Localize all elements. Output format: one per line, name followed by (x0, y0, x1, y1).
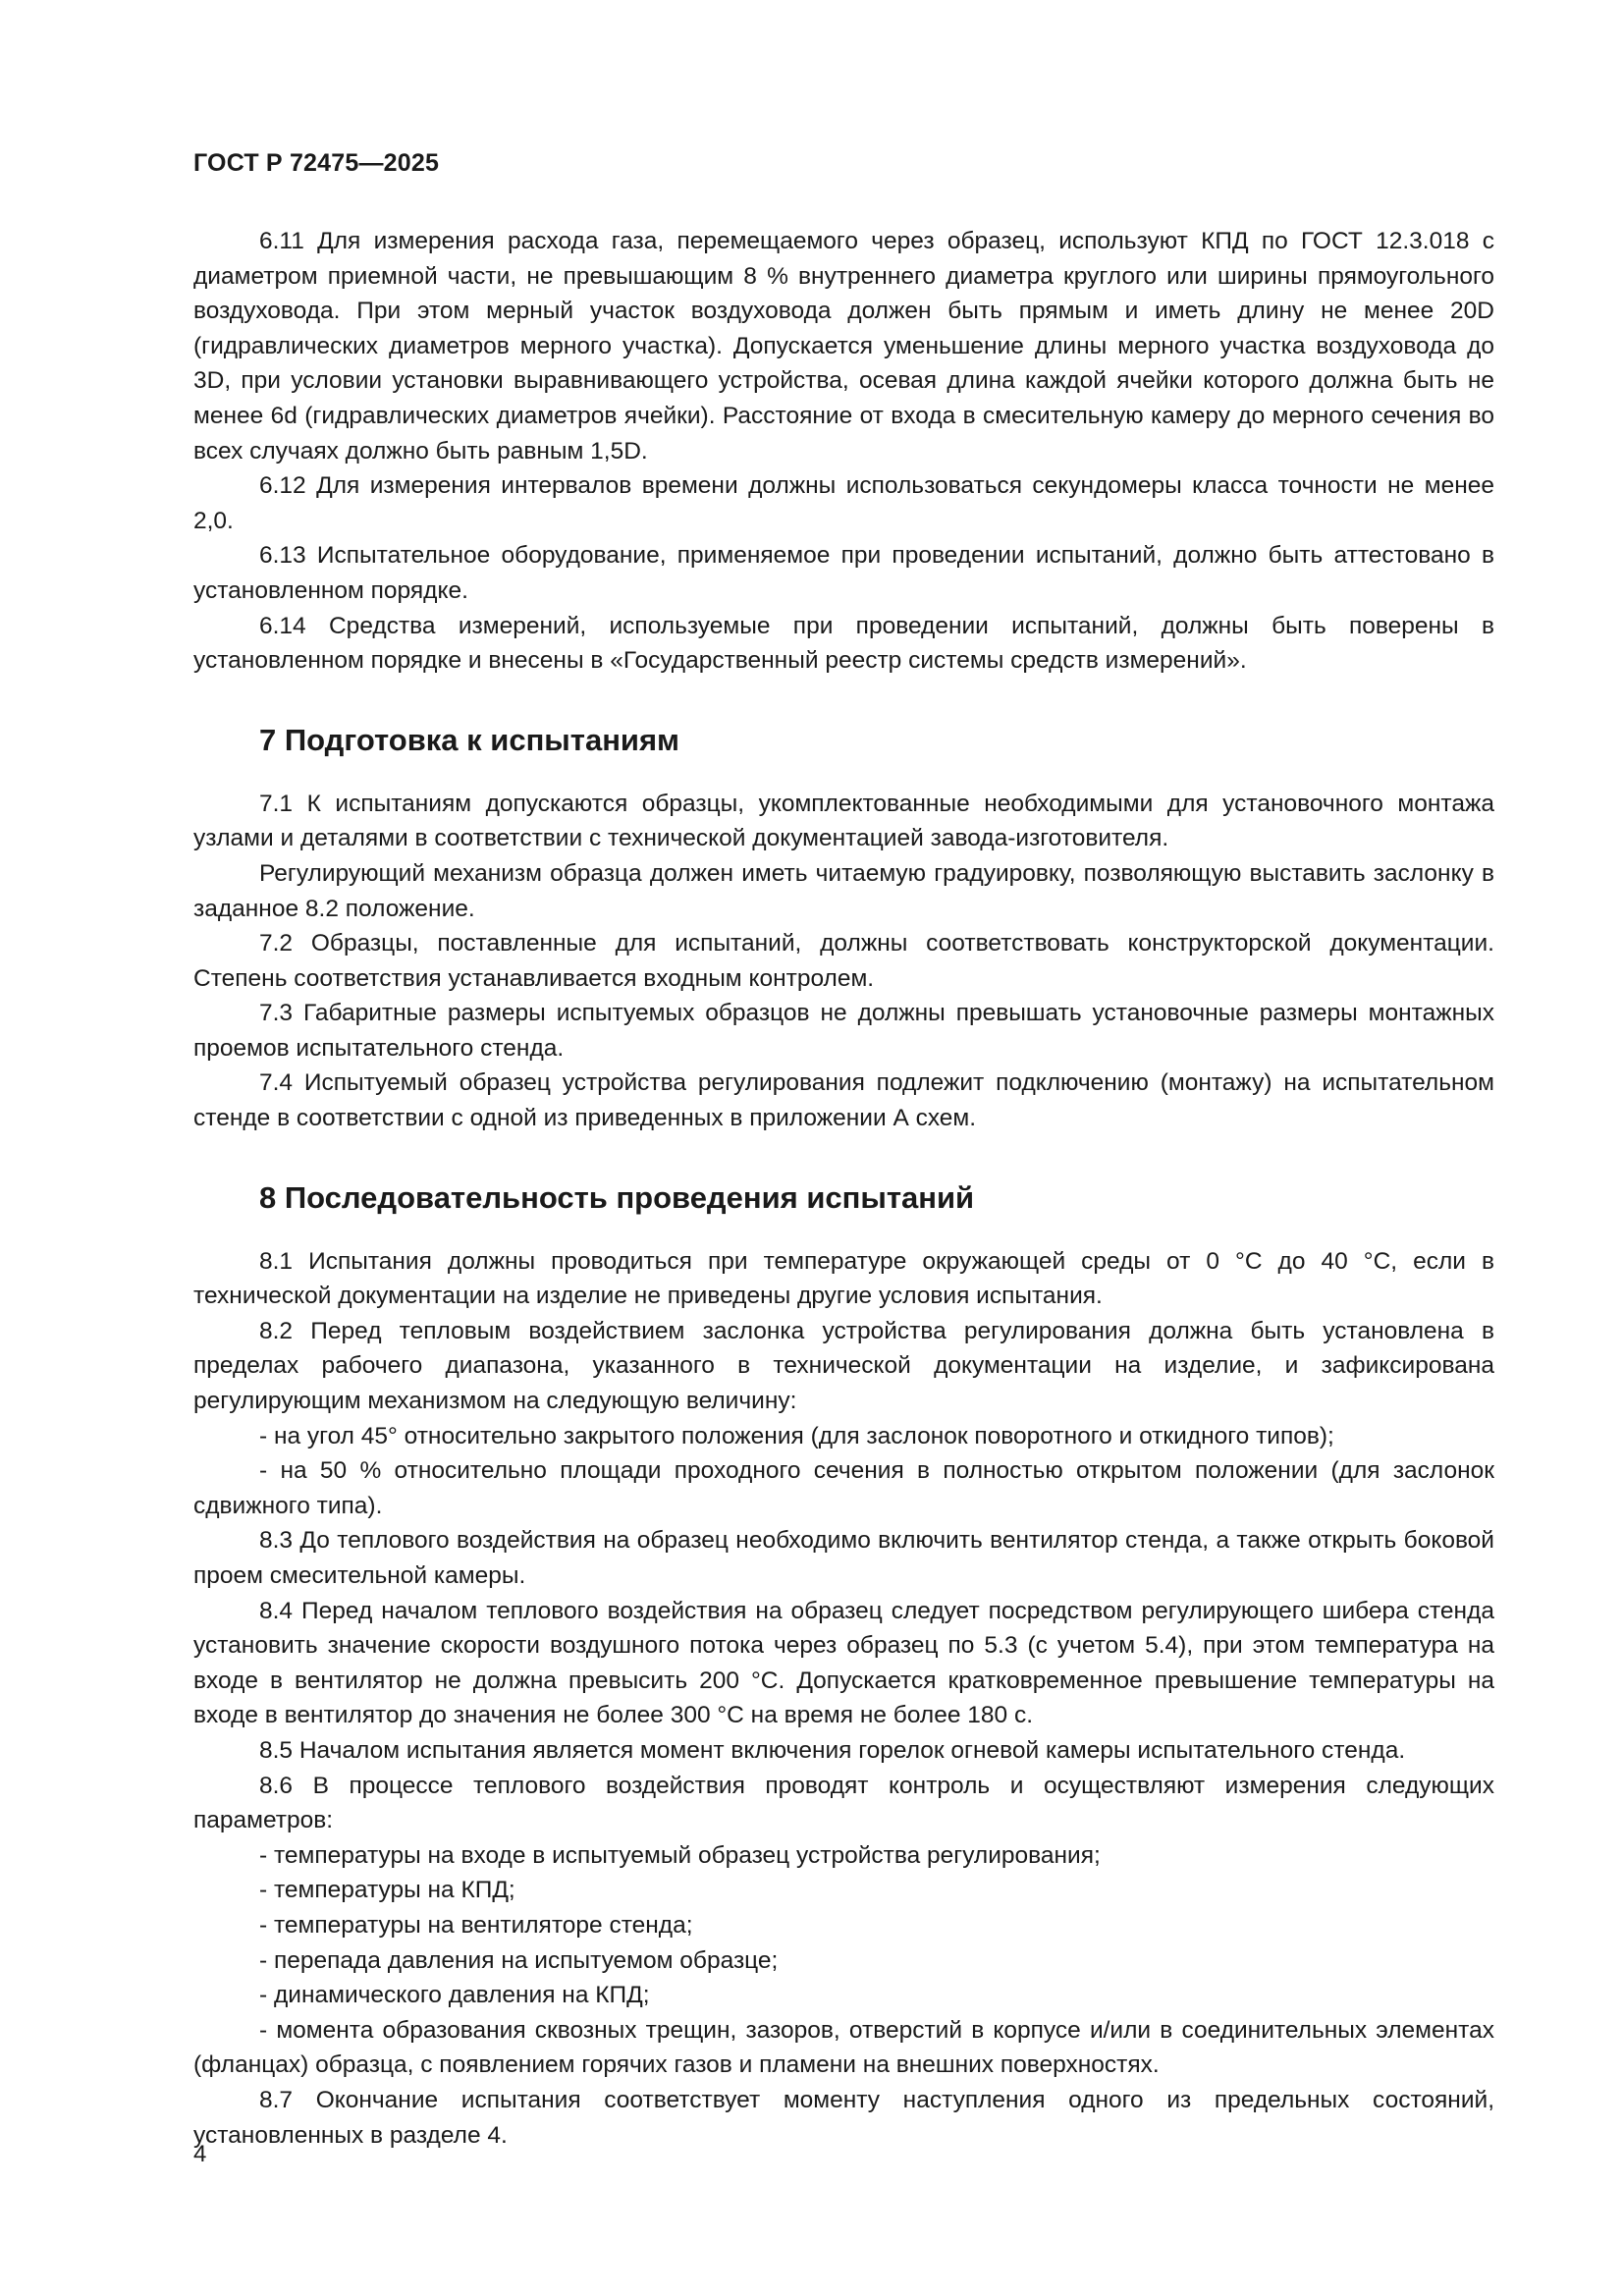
list-item: - температуры на входе в испытуемый образец устройства регулирования; (259, 1841, 1101, 1869)
paragraph-8-6: 8.6 В процессе теплового воздействия проводят контроль и осуществляют измерения следующих параметров: (193, 1772, 1494, 1834)
section-8-heading: 8 Последовательность проведения испытаний (259, 1179, 975, 1215)
list-item: - температуры на вентиляторе стенда; (259, 1911, 693, 1939)
paragraph-7-2: 7.2 Образцы, поставленные для испытаний, должны соответствовать конструкторской документации. Степень соответствия устанавливается входным контролем. (193, 930, 1494, 992)
list-item: - на угол 45° относительно закрытого положения (для заслонок поворотного и откидного типов); (259, 1422, 1334, 1449)
paragraph-6-11: 6.11 Для измерения расхода газа, перемещаемого через образец, используют КПД по ГОСТ 12.3.018 с диаметром приемной части, не превышающим 8 % внутреннего диаметра круглого или ширины прямоугольного воздуховода. При этом мерный участок воздуховода должен быть прямым и иметь длину не менее 20D (гидравлических диаметров мерного участка). Допускается уменьшение длины мерного участка воздуховода до 3D, при условии установки выравнивающего устройства, осевая длина каждой ячейки которого должна быть не менее 6d (гидравлических диаметров ячейки). Расстояние от входа в смесительную камеру до мерного сечения во всех случаях должно быть равным 1,5D. (193, 228, 1494, 465)
list-item: - момента образования сквозных трещин, зазоров, отверстий в корпусе и/или в соединительных элементах (фланцах) образца, с появлением горячих газов и пламени на внешних поверхностях. (193, 2016, 1494, 2079)
document-header: ГОСТ Р 72475—2025 (193, 149, 440, 177)
section-7-heading: 7 Подготовка к испытаниям (259, 722, 679, 757)
page-number: 4 (193, 2141, 207, 2167)
paragraph-8-7: 8.7 Окончание испытания соответствует моменту наступления одного из предельных состояний, установленных в разделе 4. (193, 2086, 1494, 2149)
paragraph-6-12: 6.12 Для измерения интервалов времени должны использоваться секундомеры класса точности не менее 2,0. (193, 472, 1494, 534)
list-item: - температуры на КПД; (259, 1877, 515, 1904)
list-item: - перепада давления на испытуемом образце; (259, 1946, 779, 1974)
paragraph-8-2: 8.2 Перед тепловым воздействием заслонка устройства регулирования должна быть установлена в пределах рабочего диапазона, указанного в технической документации на изделие, и зафиксирована регулирующим механизмом на следующую величину: (193, 1317, 1494, 1415)
paragraph-8-3: 8.3 До теплового воздействия на образец необходимо включить вентилятор стенда, а также открыть боковой проем смесительной камеры. (193, 1527, 1494, 1589)
paragraph-8-1: 8.1 Испытания должны проводиться при температуре окружающей среды от 0 °С до 40 °С, если в технической документации на изделие не приведены другие условия испытания. (193, 1247, 1494, 1310)
document-body (193, 224, 1494, 2153)
paragraph-7-3: 7.3 Габаритные размеры испытуемых образцов не должны превышать установочные размеры монтажных проемов испытательного стенда. (193, 1000, 1494, 1062)
paragraph-6-13: 6.13 Испытательное оборудование, применяемое при проведении испытаний, должно быть аттестовано в установленном порядке. (193, 542, 1494, 604)
paragraph-8-5: 8.5 Началом испытания является момент включения горелок огневой камеры испытательного стенда. (259, 1736, 1406, 1764)
paragraph-7-4: 7.4 Испытуемый образец устройства регулирования подлежит подключению (монтажу) на испытательном стенде в соответствии с одной из приведенных в приложении А схем. (193, 1069, 1494, 1132)
list-item: - на 50 % относительно площади проходного сечения в полностью открытом положении (для заслонок сдвижного типа). (193, 1457, 1494, 1519)
list-item: - динамического давления на КПД; (259, 1982, 650, 2009)
paragraph-6-14: 6.14 Средства измерений, используемые при проведении испытаний, должны быть поверены в установленном порядке и внесены в «Государственный реестр системы средств измерений». (193, 612, 1494, 675)
paragraph-7-1: 7.1 К испытаниям допускаются образцы, укомплектованные необходимыми для установочного монтажа узлами и деталями в соответствии с технической документацией завода-изготовителя. (193, 790, 1494, 852)
paragraph-7-1-continued: Регулирующий механизм образца должен иметь читаемую градуировку, позволяющую выставить заслонку в заданное 8.2 положение. (193, 859, 1494, 922)
paragraph-8-4: 8.4 Перед началом теплового воздействия на образец следует посредством регулирующего шибера стенда установить значение скорости воздушного потока через образец по 5.3 (с учетом 5.4), при этом температура на входе в вентилятор не должна превысить 200 °С. Допускается кратковременное превышение температуры на входе в вентилятор до значения не более 300 °С на время не более 180 с. (193, 1597, 1494, 1729)
